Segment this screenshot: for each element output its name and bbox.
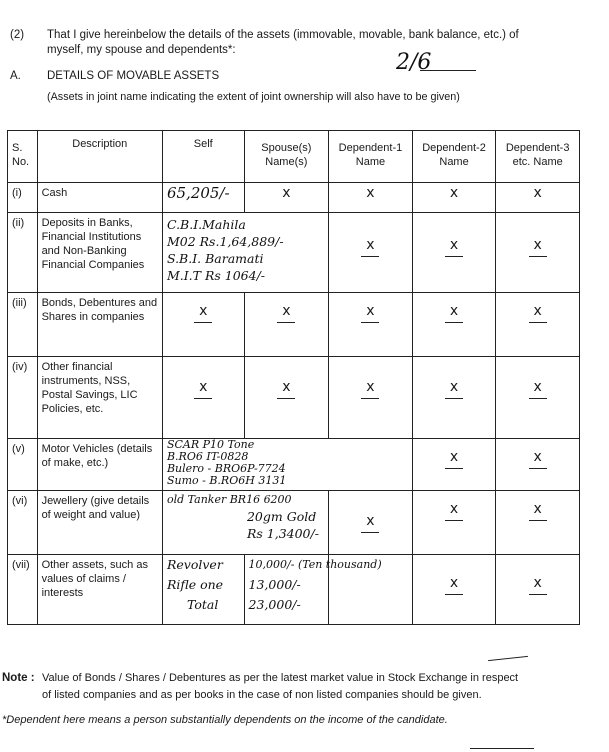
handwritten-page-number: 2/6	[396, 50, 432, 75]
row-number: (iii)	[8, 293, 38, 357]
self-value: x	[162, 293, 244, 357]
row-number: (iv)	[8, 357, 38, 439]
item-number: (2)	[10, 29, 25, 41]
dependent-3-value: x	[496, 183, 580, 213]
row-number: (ii)	[8, 213, 38, 293]
row-description: Jewellery (give details of weight and value)	[37, 491, 162, 555]
dependent-3-value: x	[496, 213, 580, 293]
dependent-3-value: x	[496, 293, 580, 357]
spouse-line: 23,000/-	[248, 597, 301, 612]
self-line: M.I.T Rs 1064/-	[166, 268, 266, 283]
self-value: x	[162, 357, 244, 439]
section-letter: A.	[10, 70, 21, 82]
self-line: Rifle one	[166, 577, 224, 592]
row-number: (vi)	[8, 491, 38, 555]
dependent-1-value: x	[329, 183, 413, 213]
self-value	[162, 555, 244, 625]
spouse-line: 20gm Gold	[246, 509, 317, 524]
col-header-dependent-3: Dependent-3 etc. Name	[496, 131, 580, 183]
intro-line-1: That I give hereinbelow the details of the assets (immovable, movable, bank balance, etc.) of	[47, 29, 519, 41]
dependent-2-value: x	[412, 439, 496, 491]
col-header-dependent-2: Dependent-2 Name	[412, 131, 496, 183]
dependent-2-value: x	[412, 183, 496, 213]
dependent-1-value: x	[329, 213, 413, 293]
row-description: Other financial instruments, NSS, Postal Savings, LIC Policies, etc.	[37, 357, 162, 439]
table-row	[8, 183, 580, 213]
col-header-self: Self	[162, 131, 244, 183]
row-number: (i)	[8, 183, 38, 213]
section-note: (Assets in joint name indicating the extent of joint ownership will also have to be given)	[47, 91, 460, 103]
self-value	[162, 213, 328, 293]
self-line: S.B.I. Baramati	[166, 251, 264, 266]
table-row	[8, 293, 580, 357]
table-row	[8, 213, 580, 293]
self-value	[162, 491, 328, 555]
dependent-2-value: x	[412, 491, 496, 555]
table-row	[8, 555, 580, 625]
dependent-2-value: x	[412, 293, 496, 357]
table-row	[8, 439, 580, 491]
self-line: Sumo - B.RO6H 3131	[166, 474, 287, 487]
dependent-3-value: x	[496, 439, 580, 491]
col-header-spouse: Spouse(s) Name(s)	[244, 131, 329, 183]
dependent-1-value: x	[329, 357, 413, 439]
self-value	[162, 439, 412, 491]
row-description: Bonds, Debentures and Shares in companies	[37, 293, 162, 357]
dependent-footnote: *Dependent here means a person substantially dependents on the income of the candidate.	[2, 714, 448, 726]
signature-stroke	[488, 656, 528, 661]
spouse-line: Rs 1,3400/-	[246, 526, 319, 541]
dependent-3-value: x	[496, 491, 580, 555]
spouse-value: x	[244, 293, 329, 357]
dependent-2-value: x	[412, 213, 496, 293]
note-label: Note :	[2, 672, 35, 684]
spouse-value	[244, 555, 382, 625]
dependent-3-value: x	[496, 555, 580, 625]
col-header-dependent-1: Dependent-1 Name	[329, 131, 413, 183]
row-number: (v)	[8, 439, 38, 491]
table-row	[8, 357, 580, 439]
row-description: Deposits in Banks, Financial Institutions and Non-Banking Financial Companies	[37, 213, 162, 293]
col-header-sno: S. No.	[8, 131, 38, 183]
dependent-2-value: x	[412, 357, 496, 439]
self-line: Revolver	[166, 557, 223, 572]
note-line-2: of listed companies and as per books in the case of non listed companies should be given.	[42, 689, 482, 701]
self-line: M02 Rs.1,64,889/-	[166, 234, 284, 249]
dependent-1-value: x	[329, 491, 413, 555]
spouse-value: x	[244, 183, 329, 213]
dependent-3-value: x	[496, 357, 580, 439]
col-header-description: Description	[37, 131, 162, 183]
self-line: Total	[186, 597, 219, 612]
self-line: C.B.I.Mahila	[166, 217, 246, 232]
spouse-value: x	[244, 357, 329, 439]
note-line-1: Value of Bonds / Shares / Debentures as per the latest market value in Stock Exchange in respect	[42, 672, 519, 684]
row-number: (vii)	[8, 555, 38, 625]
self-value: 65,205/-	[162, 183, 244, 213]
self-line: SCAR P10 Tone	[166, 438, 255, 451]
self-line: B.RO6 IT-0828	[166, 450, 249, 463]
row-description: Other assets, such as values of claims / interests	[37, 555, 162, 625]
page-number-underline	[420, 70, 476, 71]
section-title: DETAILS OF MOVABLE ASSETS	[47, 70, 220, 82]
self-line: old Tanker BR16 6200	[166, 493, 292, 506]
movable-assets-table	[7, 130, 580, 625]
spouse-line: 10,000/- (Ten thousand)	[248, 558, 382, 571]
dependent-2-value: x	[412, 555, 496, 625]
spouse-line: 13,000/-	[248, 577, 301, 592]
table-row	[8, 491, 580, 555]
bottom-signature-line	[470, 748, 534, 749]
intro-line-2: myself, my spouse and dependents*:	[47, 44, 236, 56]
row-description: Cash	[37, 183, 162, 213]
self-line: Bulero - BRO6P-7724	[166, 462, 286, 475]
dependent-1-value: x	[329, 293, 413, 357]
row-description: Motor Vehicles (details of make, etc.)	[37, 439, 162, 491]
